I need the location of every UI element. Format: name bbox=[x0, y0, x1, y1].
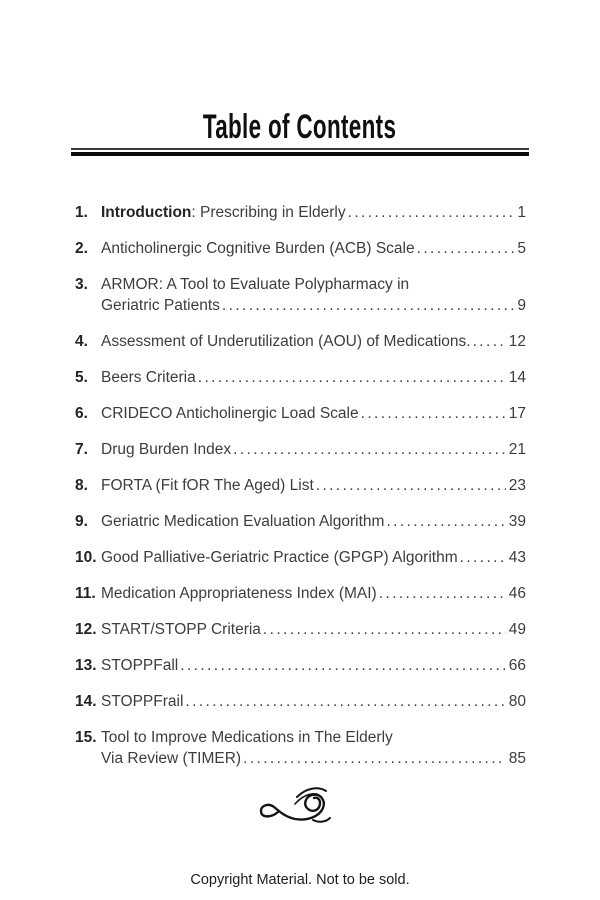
page-number: 85 bbox=[508, 750, 526, 767]
flourish-icon bbox=[71, 785, 529, 834]
entry-title-text: ARMOR: A Tool to Evaluate Polypharmacy in bbox=[101, 276, 410, 293]
entry-title bbox=[101, 511, 384, 532]
entry-title-text: Assessment of Underutilization (AOU) of Medications. bbox=[101, 333, 471, 350]
page-number: 80 bbox=[508, 693, 526, 710]
entry-number: 9. bbox=[75, 513, 88, 530]
title-rule bbox=[71, 148, 529, 156]
toc-list bbox=[71, 202, 529, 769]
entry-body bbox=[101, 367, 526, 388]
page-number: 66 bbox=[508, 657, 526, 674]
page-number: 12 bbox=[508, 333, 526, 350]
dot-leader bbox=[198, 367, 506, 388]
entry-number: 2. bbox=[75, 240, 88, 257]
toc-entry[interactable] bbox=[71, 274, 529, 316]
toc-entry[interactable] bbox=[71, 439, 529, 460]
entry-title bbox=[101, 727, 393, 748]
toc-entry[interactable] bbox=[71, 547, 529, 568]
dot-leader bbox=[417, 238, 515, 259]
toc-entry[interactable] bbox=[71, 403, 529, 424]
entry-title bbox=[101, 691, 183, 712]
page-number: 5 bbox=[517, 240, 526, 257]
entry-body bbox=[101, 655, 526, 676]
entry-body bbox=[101, 202, 526, 223]
toc-entry[interactable] bbox=[71, 619, 529, 640]
entry-body bbox=[101, 727, 526, 769]
toc-entry[interactable] bbox=[71, 202, 529, 223]
page-title-text: Table of Contents bbox=[203, 108, 397, 146]
entry-number: 13. bbox=[75, 657, 97, 674]
entry-title-text: Geriatric Medication Evaluation Algorithm bbox=[101, 513, 385, 530]
entry-number: 12. bbox=[75, 621, 97, 638]
entry-title bbox=[101, 202, 346, 223]
entry-number: 5. bbox=[75, 369, 88, 386]
entry-number: 11. bbox=[75, 585, 96, 602]
toc-page bbox=[71, 0, 529, 888]
entry-title bbox=[101, 475, 314, 496]
entry-title-continuation: Geriatric Patients bbox=[101, 297, 220, 314]
dot-leader bbox=[460, 547, 506, 568]
entry-title bbox=[101, 331, 471, 352]
dot-leader bbox=[263, 619, 506, 640]
page-number: 14 bbox=[508, 369, 526, 386]
entry-title-text: STOPPFall bbox=[101, 657, 179, 674]
page-number: 17 bbox=[508, 405, 526, 422]
title-rule-thick-line bbox=[71, 152, 529, 156]
toc-entry[interactable] bbox=[71, 367, 529, 388]
entry-body bbox=[101, 691, 526, 712]
toc-entry[interactable] bbox=[71, 727, 529, 769]
page-number: 23 bbox=[508, 477, 526, 494]
entry-title-text: Good Palliative-Geriatric Practice (GPGP) Algorithm bbox=[101, 549, 458, 566]
dot-leader bbox=[348, 202, 515, 223]
entry-title bbox=[101, 238, 415, 259]
entry-number: 4. bbox=[75, 333, 88, 350]
entry-title bbox=[101, 547, 458, 568]
page-number: 46 bbox=[508, 585, 526, 602]
entry-title-text: FORTA (Fit fOR The Aged) List bbox=[101, 477, 314, 494]
entry-title bbox=[101, 439, 231, 460]
entry-number: 3. bbox=[75, 276, 88, 293]
page-number: 49 bbox=[508, 621, 526, 638]
entry-title-bold: Introduction bbox=[101, 204, 192, 221]
entry-title-continuation: Via Review (TIMER) bbox=[101, 750, 242, 767]
dot-leader bbox=[316, 475, 506, 496]
dot-leader bbox=[180, 655, 506, 676]
entry-body bbox=[101, 547, 526, 568]
dot-leader bbox=[386, 511, 505, 532]
entry-title bbox=[101, 655, 178, 676]
dot-leader bbox=[222, 295, 514, 316]
entry-title bbox=[101, 619, 261, 640]
dot-leader bbox=[233, 439, 506, 460]
entry-number: 8. bbox=[75, 477, 88, 494]
toc-entry[interactable] bbox=[71, 238, 529, 259]
entry-title bbox=[101, 274, 409, 295]
page-number: 43 bbox=[508, 549, 526, 566]
toc-entry[interactable] bbox=[71, 511, 529, 532]
entry-title bbox=[101, 367, 196, 388]
entry-title-text: Beers Criteria bbox=[101, 369, 196, 386]
entry-title-text: Anticholinergic Cognitive Burden (ACB) Scale bbox=[101, 240, 415, 257]
page-title bbox=[71, 110, 529, 146]
toc-entry[interactable] bbox=[71, 583, 529, 604]
dot-leader bbox=[185, 691, 505, 712]
entry-body bbox=[101, 274, 526, 316]
toc-entry[interactable] bbox=[71, 475, 529, 496]
entry-title-text: Drug Burden Index bbox=[101, 441, 232, 458]
toc-entry[interactable] bbox=[71, 331, 529, 352]
entry-title-text: START/STOPP Criteria bbox=[101, 621, 261, 638]
dot-leader bbox=[361, 403, 506, 424]
entry-title bbox=[101, 403, 359, 424]
entry-number: 14. bbox=[75, 693, 97, 710]
dot-leader bbox=[379, 583, 506, 604]
page-footer bbox=[71, 785, 529, 888]
entry-body bbox=[101, 511, 526, 532]
toc-entry[interactable] bbox=[71, 691, 529, 712]
entry-number: 6. bbox=[75, 405, 88, 422]
entry-body bbox=[101, 238, 526, 259]
entry-title-text: : Prescribing in Elderly bbox=[191, 204, 346, 221]
entry-title-text: STOPPFrail bbox=[101, 693, 184, 710]
entry-body bbox=[101, 331, 526, 352]
entry-number: 7. bbox=[75, 441, 88, 458]
entry-title-text: Medication Appropriateness Index (MAI) bbox=[101, 585, 377, 602]
page-number: 1 bbox=[517, 204, 526, 221]
entry-body bbox=[101, 619, 526, 640]
toc-entry[interactable] bbox=[71, 655, 529, 676]
dot-leader bbox=[243, 748, 506, 769]
entry-title bbox=[101, 583, 377, 604]
entry-title-text: Tool to Improve Medications in The Elderly bbox=[101, 729, 393, 746]
page-number: 21 bbox=[508, 441, 526, 458]
entry-body bbox=[101, 439, 526, 460]
entry-number: 1. bbox=[75, 204, 88, 221]
entry-body bbox=[101, 403, 526, 424]
entry-number: 10. bbox=[75, 549, 97, 566]
entry-number: 15. bbox=[75, 729, 97, 746]
dot-leader bbox=[473, 331, 506, 352]
copyright-notice: Copyright Material. Not to be sold. bbox=[190, 872, 410, 888]
page-number: 9 bbox=[517, 297, 526, 314]
entry-title-text: CRIDECO Anticholinergic Load Scale bbox=[101, 405, 359, 422]
page-number: 39 bbox=[508, 513, 526, 530]
entry-body bbox=[101, 475, 526, 496]
entry-body bbox=[101, 583, 526, 604]
